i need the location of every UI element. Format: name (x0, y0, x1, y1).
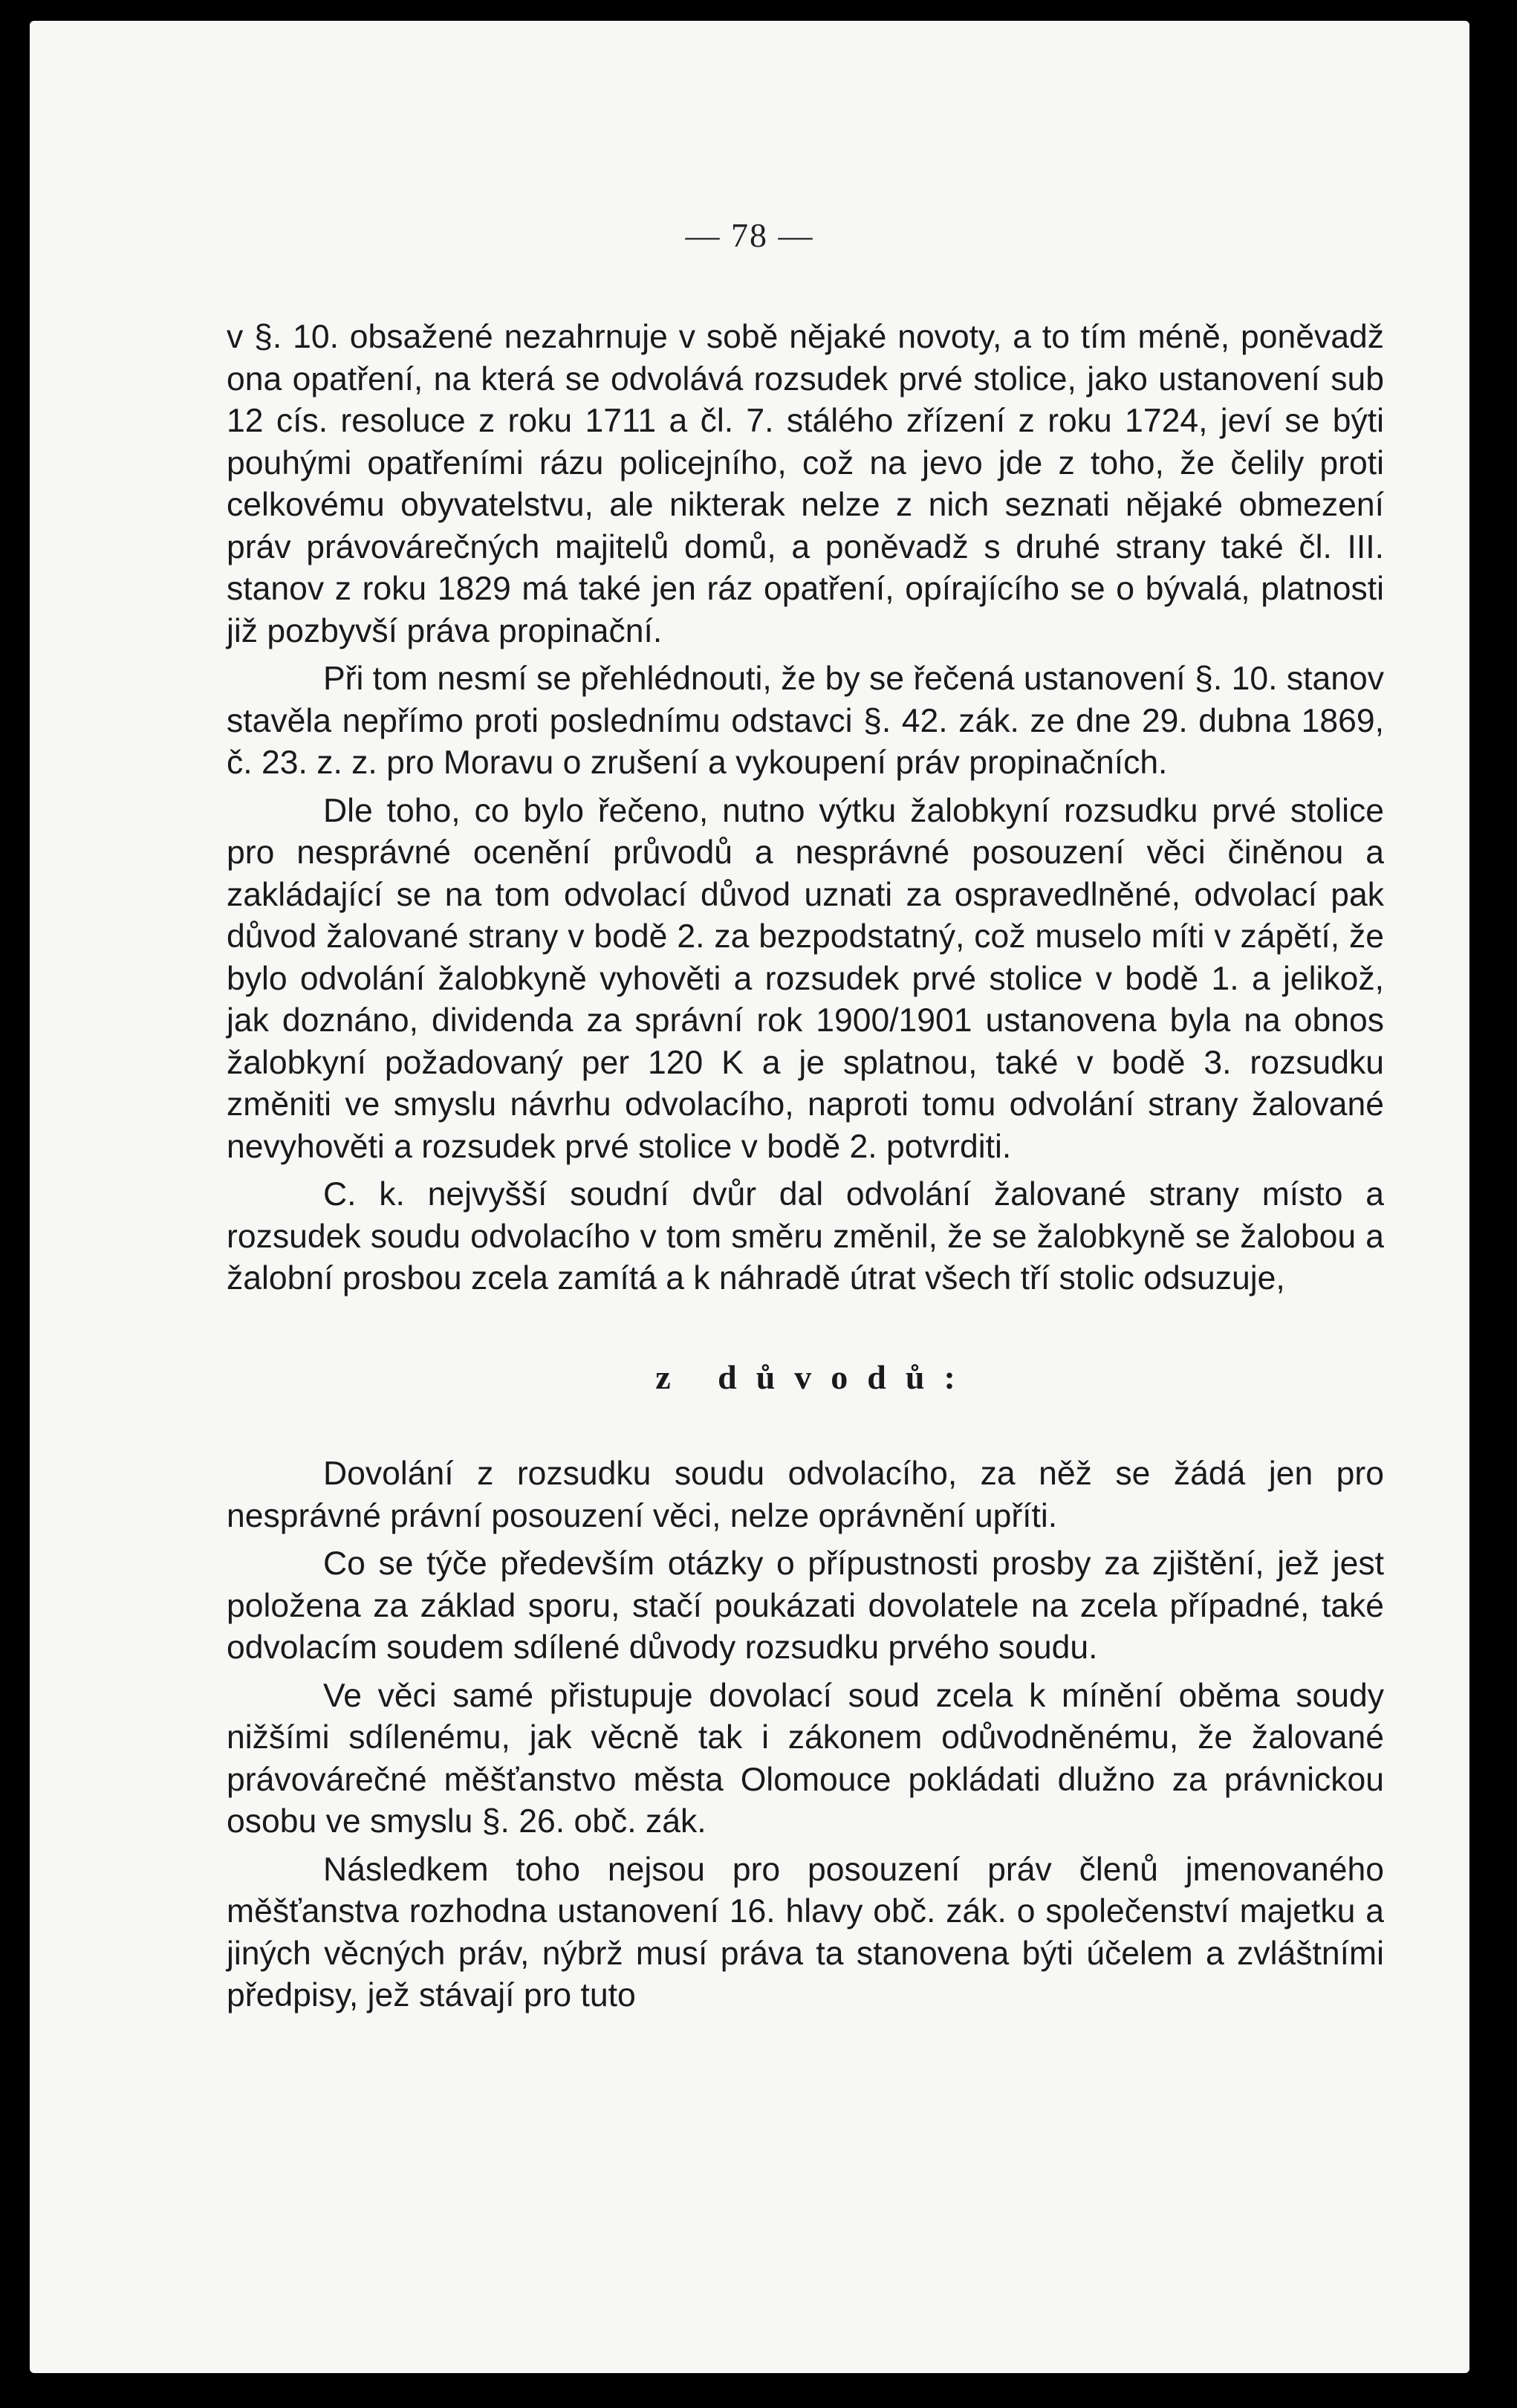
paragraph: Ve věci samé přistupuje dovolací soud zcela k mínění oběma soudy nižšími sdílenému, jak věcně tak i zákonem odůvodněnému, že žalované právovárečné měšťanstvo města Olomouce pokládati dlužno za právnickou osobu ve smyslu §. 26. obč. zák. (227, 1677, 1384, 1840)
paragraph-continuation: v §. 10. obsažené nezahrnuje v sobě nějaké novoty, a to tím méně, poněvadž ona opatření, na která se odvolává rozsudek prvé stolice, jako ustanovení sub 12 cís. resoluce z roku 1711 a čl. 7. stálého zřízení z roku 1724, jeví se býti pouhými opatřeními rázu policejního, což na jevo jde z toho, že čelily proti celkovému obyvatelstvu, ale nikterak nelze z nich seznati nějaké obmezení práv právovárečných majitelů domů, a poněvadž s druhé strany také čl. III. stanov z roku 1829 má také jen ráz opatření, opírajícího se o bývalá, platnosti již pozbyvší práva propinační. (227, 319, 1384, 649)
document-page (30, 21, 1469, 2373)
paragraph: Dle toho, co bylo řečeno, nutno výtku žalobkyní rozsudku prvé stolice pro nesprávné ocenění průvodů a nesprávné posouzení věci činěnou a zakládající se na tom odvolací důvod uznati za ospravedlněné, odvolací pak důvod žalované strany v bodě 2. za bezpodstatný, což muselo míti v zápětí, že bylo odvolání žalobkyně vyhověti a rozsudek prvé stolice v bodě 1. a jelikož, jak doznáno, dividenda za správní rok 1900/1901 ustanovena byla na obnos žalobkyní požadovaný per 120 K a je splatnou, také v bodě 3. rozsudku změniti ve smyslu návrhu odvolacího, naproti tomu odvolání strany žalované nevyhověti a rozsudek prvé stolice v bodě 2. potvrditi. (227, 792, 1384, 1165)
paragraph: Následkem toho nejsou pro posouzení práv členů jmenovaného měšťanstva rozhodna ustanovení 16. hlavy obč. zák. o společenství majetku a jiných věcných práv, nýbrž musí práva ta stanovena býti účelem a zvláštními předpisy, jež stávají pro tuto (227, 1851, 1384, 2013)
paragraph: C. k. nejvyšší soudní dvůr dal odvolání žalované strany místo a rozsudek soudu odvolacího v tom směru změnil, že se žalobkyně se žalobou a žalobní prosbou zcela zamítá a k náhradě útrat všech tří stolic odsuzuje, (227, 1176, 1384, 1297)
page-number: — 78 — (685, 216, 814, 254)
paragraph: Při tom nesmí se přehlédnouti, že by se řečená ustanovení §. 10. stanov stavěla nepřímo proti poslednímu odstavci §. 42. zák. ze dne 29. dubna 1869, č. 23. z. z. pro Moravu o zrušení a vykoupení práv propinačních. (227, 661, 1384, 781)
paragraph: Dovolání z rozsudku soudu odvolacího, za něž se žádá jen pro nesprávné právní posouzení věci, nelze oprávnění upříti. (227, 1455, 1384, 1534)
body-text (227, 317, 1384, 2023)
paragraph: Co se týče především otázky o přípustnosti prosby za zjištění, jež jest položena za základ sporu, stačí poukázati dovolatele na zcela případné, také odvolacím soudem sdílené důvody rozsudku prvého soudu. (227, 1545, 1384, 1666)
section-heading: z důvodů: (655, 1357, 975, 1396)
